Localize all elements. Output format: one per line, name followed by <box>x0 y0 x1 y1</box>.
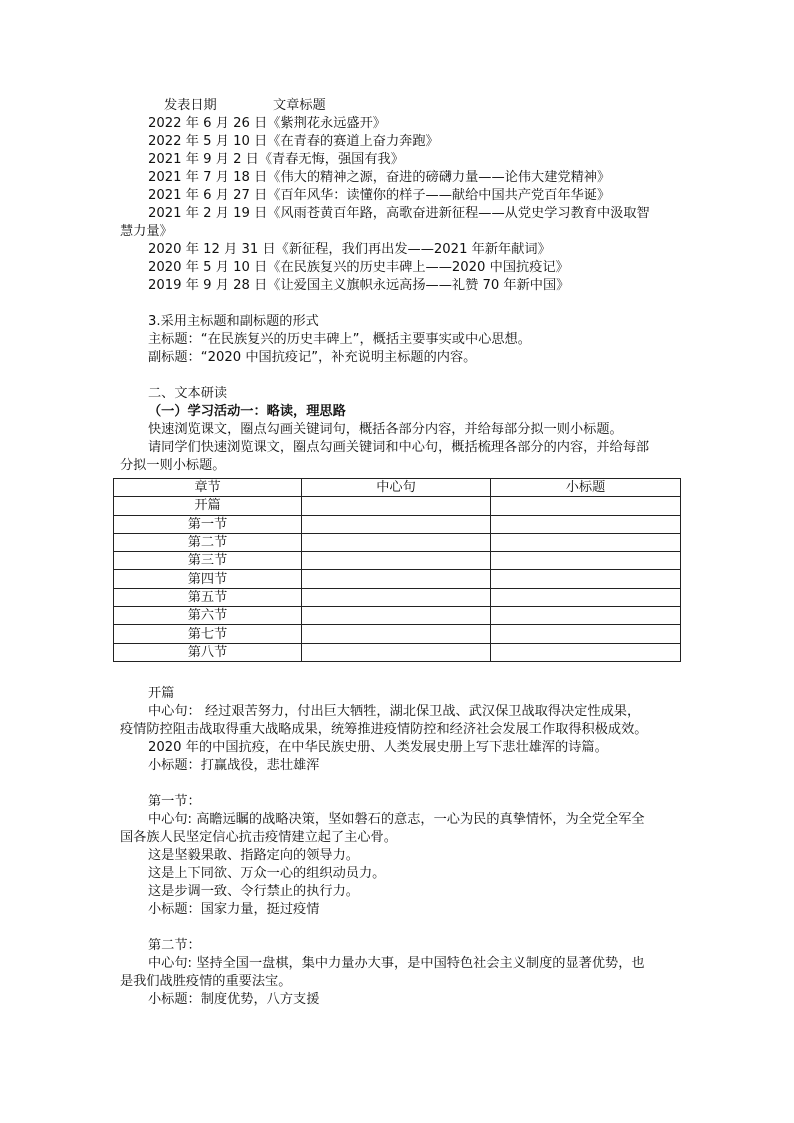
article-item: 2022 年 6 月 26 日《紫荆花永远盛开》 <box>148 116 386 131</box>
article-item: 2022 年 5 月 10 日《在青春的赛道上奋力奔跑》 <box>148 134 439 149</box>
table-cell-empty <box>302 515 491 533</box>
table-header-cell: 小标题 <box>491 479 681 497</box>
table-cell-empty <box>302 552 491 570</box>
table-cell-empty <box>491 625 681 643</box>
table-cell-section: 第二节 <box>114 533 302 551</box>
article-item: 2021 年 2 月 19 日《风雨苍黄百年路，高歌奋进新征程——从党史学习教育中汲取智 <box>148 206 650 221</box>
title-column-header: 文章标题 <box>273 98 326 113</box>
task-instruction: 快速浏览课文，圈点勾画关键词句，概括各部分内容，并给每部分拟一则小标题。 <box>148 422 623 437</box>
table-cell-empty <box>302 643 491 661</box>
table-cell-empty <box>491 570 681 588</box>
table-cell-empty <box>491 607 681 625</box>
table-row <box>114 625 681 643</box>
table-header-row <box>114 479 681 497</box>
section1-paragraph: 这是步调一致、令行禁止的执行力。 <box>148 884 359 899</box>
opening-subtitle: 小标题：打赢战役，悲壮雄浑 <box>148 758 320 773</box>
section1-paragraph: 这是上下同欲、万众一心的组织动员力。 <box>148 866 386 881</box>
table-cell-section: 第五节 <box>114 588 302 606</box>
table-cell-empty <box>302 570 491 588</box>
section2-center-sentence-continuation: 是我们战胜疫情的重要法宝。 <box>120 974 292 989</box>
table-header-cell: 中心句 <box>302 479 491 497</box>
table-cell-empty <box>302 497 491 515</box>
table-cell-section: 第三节 <box>114 552 302 570</box>
task-instruction: 请同学们快速浏览课文，圈点勾画关键词和中心句，概括梳理各部分的内容，并给每部 <box>148 440 650 455</box>
table-row <box>114 570 681 588</box>
table-cell-empty <box>491 552 681 570</box>
opening-center-sentence-continuation: 疫情防控阻击战取得重大战略成果，统筹推进疫情防控和经济社会发展工作取得积极成效。 <box>120 722 648 737</box>
sub-title-note: 副标题：“2020 中国抗疫记”，补充说明主标题的内容。 <box>148 350 477 365</box>
section-heading: 二、文本研读 <box>148 386 228 401</box>
table-row <box>114 588 681 606</box>
table-cell-empty <box>302 588 491 606</box>
table-header-cell: 章节 <box>114 479 302 497</box>
table-row <box>114 643 681 661</box>
table-row <box>114 607 681 625</box>
table-cell-section: 第一节 <box>114 515 302 533</box>
table-row <box>114 497 681 515</box>
section1-subtitle: 小标题：国家力量，挺过疫情 <box>148 902 320 917</box>
main-title-note: 主标题：“在民族复兴的历史丰碑上”，概括主要事实或中心思想。 <box>148 332 531 347</box>
article-item: 2021 年 7 月 18 日《伟大的精神之源，奋进的磅礴力量——论伟大建党精神》 <box>148 170 611 185</box>
table-row <box>114 515 681 533</box>
article-item: 2021 年 9 月 2 日《青春无悔，强国有我》 <box>148 152 404 167</box>
title-form-heading: 3.采用主标题和副标题的形式 <box>148 314 319 329</box>
article-item: 2020 年 12 月 31 日《新征程，我们再出发——2021 年新年献词》 <box>148 242 551 257</box>
table-cell-empty <box>302 625 491 643</box>
table-row <box>114 533 681 551</box>
table-cell-section: 第八节 <box>114 643 302 661</box>
opening-center-sentence: 中心句： 经过艰苦努力，付出巨大牺牲，湖北保卫战、武汉保卫战取得决定性成果， <box>148 704 641 719</box>
section1-center-sentence-continuation: 国各族人民坚定信心抗击疫情建立起了主心骨。 <box>120 830 397 845</box>
opening-paragraph: 2020 年的中国抗疫，在中华民族史册、人类发展史册上写下悲壮雄浑的诗篇。 <box>148 740 608 755</box>
table-cell-empty <box>491 588 681 606</box>
table-cell-empty <box>491 497 681 515</box>
table-row <box>114 552 681 570</box>
section2-center-sentence: 中心句: 坚持全国一盘棋，集中力量办大事，是中国特色社会主义制度的显著优势，也 <box>148 956 645 971</box>
table-cell-empty <box>491 643 681 661</box>
opening-label: 开篇 <box>148 686 175 701</box>
table-cell-section: 第六节 <box>114 607 302 625</box>
table-cell-section: 第七节 <box>114 625 302 643</box>
section1-label: 第一节： <box>148 794 201 809</box>
task-instruction-continuation: 分拟一则小标题。 <box>120 458 226 473</box>
table-cell-empty <box>491 533 681 551</box>
date-column-header: 发表日期 <box>164 98 217 113</box>
article-item: 2021 年 6 月 27 日《百年风华：读懂你的样子——献给中国共产党百年华诞》 <box>148 188 611 203</box>
section1-paragraph: 这是坚毅果敢、指路定向的领导力。 <box>148 848 359 863</box>
table-cell-section: 第四节 <box>114 570 302 588</box>
section2-label: 第二节： <box>148 938 201 953</box>
section-table <box>113 478 681 662</box>
table-cell-section: 开篇 <box>114 497 302 515</box>
section2-subtitle: 小标题：制度优势，八方支援 <box>148 992 320 1007</box>
activity-heading: （一）学习活动一：略读，理思路 <box>148 404 346 419</box>
section1-center-sentence: 中心句: 高瞻远瞩的战略决策，坚如磐石的意志，一心为民的真挚情怀，为全党全军全 <box>148 812 645 827</box>
article-item: 2019 年 9 月 28 日《让爱国主义旗帜永远高扬——礼赞 70 年新中国》 <box>148 278 570 293</box>
table-cell-empty <box>302 607 491 625</box>
article-item: 2020 年 5 月 10 日《在民族复兴的历史丰碑上——2020 中国抗疫记》 <box>148 260 569 275</box>
table-cell-empty <box>491 515 681 533</box>
table-cell-empty <box>302 533 491 551</box>
article-item-continuation: 慧力量》 <box>120 224 173 239</box>
